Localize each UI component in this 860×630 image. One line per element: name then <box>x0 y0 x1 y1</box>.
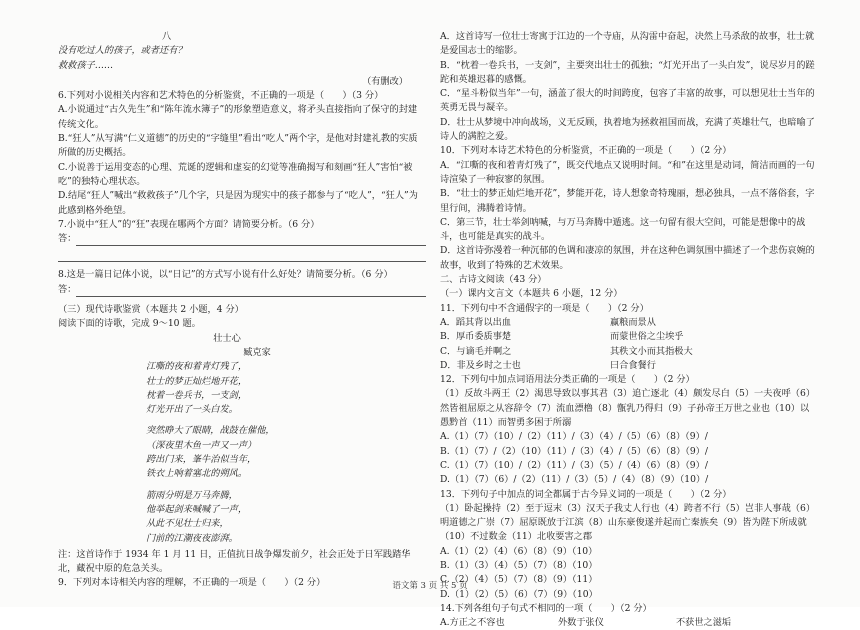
q11-d-left: D．非及乡时之士也 <box>440 359 521 371</box>
poem-stanza-2 <box>58 424 426 481</box>
q14-a-1: A.方正之不容也 <box>440 617 505 629</box>
right-column <box>440 30 816 630</box>
poem-line: 箭雨分明是万马奔腾， <box>146 489 238 501</box>
poem-title: 壮士心 <box>213 332 241 344</box>
q9-option-a: A．这首诗写一位壮士寄寓于江边的一个寺庙，从沟雷中奋起，决然上马杀敌的故事，壮士就是爱国志士的缩影。 <box>440 31 815 57</box>
q11-row-a <box>440 316 816 330</box>
q11-row-d <box>440 359 816 373</box>
story-line: 没有吃过人的孩子，或者还有？ <box>58 45 187 57</box>
poem-line: 壮士的梦正灿烂地开花， <box>146 375 248 387</box>
q13-stem: 13．下列句子中加点的词全都属于古今异义词的一项是（ ）（2 分） <box>440 488 732 500</box>
q8-answer-line-1[interactable] <box>76 283 426 297</box>
q12-option-c: C.（1）（7）（10）/（2）（11）/（3）（5）/（4）（6）（8）（9）/ <box>440 459 708 471</box>
q13-option-c: C.（2）（4）（5）（7）（8）（9）（11） <box>440 574 598 586</box>
q7-answer-line-1[interactable] <box>76 232 426 246</box>
q13-option-a: A.（1）（2）（4）（6）（8）（9）（10） <box>440 545 598 557</box>
q12-body: （1）反故斗两王（2）渴思导致以事其君（3）追亡逐北（4）颇发尽白（5）一夫夜呼（6）然皆祖屈原之从容辞令（7）流血漂橹（8）甑乳乃得归（9）子孙帝王万世之业也（10）以愚黔首（11）而智勇多困于所溺 <box>440 388 816 429</box>
q10-option-c: C．第三节，壮士举剑呐喊，与万马奔腾中遁逃。这一句留有很大空间，可能是想像中的战斗，也可能是真实的战斗。 <box>440 216 806 243</box>
q12-option-b: B.（1）（7）/（2）（10）（11）/（3）（4）/（5）（6）（8）（9）/ <box>440 445 708 457</box>
poem-tail-top: 八 <box>162 31 172 42</box>
section3-intro: 阅读下面的诗歌，完成 9～10 题。 <box>58 318 201 330</box>
q8-stem: 8.这是一篇日记体小说，以“日记”的方式写小说有什么好处？请简要分析。（6 分） <box>58 269 393 281</box>
section2-heading: 二、古诗文阅读（43 分） <box>440 274 547 286</box>
q9-stem: 9．下列对本诗相关内容的理解，不正确的一项是（ ）（2 分） <box>58 577 326 589</box>
poem-line: 门前的江潮夜夜澎湃。 <box>146 532 238 544</box>
q7-answer[interactable] <box>58 232 426 246</box>
q6-option-d: D.结尾“狂人”喊出“救救孩子”几个字，只是因为现实中的孩子都参与了“吃人”，“狂人”为此感到格外绝望。 <box>58 190 418 216</box>
q6-stem: 6.下列对小说相关内容和艺术特色的分析鉴赏，不正确的一项是（ ）（3 分） <box>58 90 384 102</box>
poem-line: 枕着一卷兵书，一支剑， <box>146 389 248 401</box>
q7-stem: 7.小说中“狂人”的“狂”表现在哪两个方面？请简要分析。（6 分） <box>58 218 320 230</box>
poem-line: 铁衣上响着塞北的朔风。 <box>146 468 248 480</box>
q14-a-2: 外数于张仪 <box>558 617 604 629</box>
poem-line: 他举起剑来喊喊了一声， <box>146 503 248 515</box>
poem-line: 跨出门来，峯牛治似当年， <box>146 454 257 466</box>
q9-option-d: D．壮士从梦境中冲向战场，义无反顾，执着地为拯救祖国而战，充满了英雄壮气，也暗喻了诗人的满腔之爱。 <box>440 116 815 143</box>
q10-stem: 10．下列对本诗艺术特色的分析鉴赏，不正确的一项是（ ）（2 分） <box>440 145 732 157</box>
q11-b-left: B．厚币委质事楚 <box>440 331 512 343</box>
attribution: （有删改） <box>362 75 408 87</box>
section3-heading: （三）现代诗歌鉴赏（本题共 2 小题，4 分） <box>58 304 244 316</box>
q13-option-d: D.（1）（2）（5）（6）（7）（9）（10） <box>440 588 598 600</box>
q13-option-b: B.（1）（3）（4）（5）（7）（8）（10） <box>440 559 598 571</box>
q11-b-right: 而蒙世俗之尘埃乎 <box>610 331 684 343</box>
poem-author: 臧克家 <box>243 346 271 358</box>
poem-stanza-1 <box>58 360 426 417</box>
q6-option-b: B.“狂人”从写满“仁义道德”的历史的“字缝里”看出“吃人”两个字，是他对封建礼教的实质所做的历史概括。 <box>58 133 418 159</box>
q11-stem: 11．下列句中不含通假字的一项是（ ）（2 分） <box>440 302 649 314</box>
poem-stanza-3 <box>58 489 426 546</box>
q13-body: （1）卧起操持（2）至于逗末（3）汉天子我丈人行也（4）跨者不行（5）岂非人事哉（6）明道德之广崇（7）屈原既放于江滨（8）山东豪俊遂并起而亡秦族矣（9）皆为陛下所成就（10）不过数金（11）北收要害之郡 <box>440 502 816 543</box>
q11-a-left: A．蹈其背以出血 <box>440 316 511 328</box>
left-column <box>58 30 426 591</box>
q9-option-b: B．“枕着一卷兵书，一支剑”，主要突出壮士的孤独；“灯光开出了一头白发”，说尽岁月的蹉跎和英雄迟暮的感慨。 <box>440 59 815 85</box>
story-line: 救救孩子…… <box>58 59 114 71</box>
poem-line: 从此不见壮士归来， <box>146 518 229 530</box>
q11-c-left: C．与谪毛并啊之 <box>440 345 512 357</box>
q11-c-right: 其秩文小而其指极大 <box>610 345 693 357</box>
q11-a-right: 赢粮而景从 <box>610 316 656 328</box>
q6-option-c: C.小说善于运用变态的心理、荒诞的逻辑和虚妄的幻觉等准确揭写和刻画“狂人”害怕“被吃”的独特心理状态。 <box>58 161 413 187</box>
q8-answer[interactable] <box>58 283 426 297</box>
q14-stem: 14.下列各组句子句式不相同的一项（ ）（2 分） <box>440 602 652 614</box>
q11-row-c <box>440 345 816 359</box>
q14-a-3: 不获世之滋垢 <box>676 617 732 629</box>
q14-row-a <box>440 616 816 630</box>
poem-note: 注：这首诗作于 1934 年 1 月 11 日，正值抗日战争爆发前夕，社会正处于日军践踏华北，藏祝中原的危急关头。 <box>58 548 411 575</box>
q11-row-b <box>440 330 816 344</box>
poem-line: 突然睁大了眼睛，战鼓在催他， <box>146 425 275 437</box>
poem-line: 江嘶的夜和着青灯残了， <box>146 361 248 373</box>
subsection1-heading: （一）课内文言文（本题共 6 小题，12 分） <box>440 288 623 300</box>
page-footer: 语文第 3 页 共 5 页 <box>392 581 468 591</box>
q12-option-a: A.（1）（7）（10）/（2）（11）/（3）（4）/（5）（6）（8）（9）/ <box>440 431 708 443</box>
q7-answer-label: 答： <box>58 233 77 245</box>
q10-option-d: D．这首诗弥漫着一种沉郁的色调和凄凉的氛围，并在这种色调氛围中描述了一个悲伤哀婉的故事，收到了特殊的艺术效果。 <box>440 245 815 271</box>
q8-answer-label: 答： <box>58 283 77 295</box>
q12-stem: 12．下列句中加点词语用法分类正确的一项是（ ）（2 分） <box>440 374 695 386</box>
q10-option-b: B．“壮士的梦正灿烂地开花”，梦能开花，诗人想象奇特瑰丽，想必独具，一点不落俗套，字里行间，沸腾着诗情。 <box>440 188 815 214</box>
poem-line: （深夜里木鱼一声又一声） <box>146 439 257 451</box>
q12-option-d: D.（1）（7）（6）/（2）（11）/（3）（5）/（4）（8）（9）（10）/ <box>440 474 709 486</box>
q11-d-right: 曰合食餐行 <box>610 359 656 371</box>
q6-option-a: A.小说通过“古久先生”和“陈年流水簿子”的形象塑造意义，将矛头直接指向了保守的封建传统文化。 <box>58 104 418 130</box>
q9-option-c: C．“星斗粉似当年”一句，涵盖了很大的时间跨度，包容了丰富的故事，可以想见壮士当年的英勇无畏与凝辛。 <box>440 88 815 114</box>
poem-line: 灯光开出了一头白发。 <box>146 404 238 416</box>
q7-answer-line-2[interactable] <box>58 248 426 262</box>
q10-option-a: A．“江嘶的夜和着青灯残了”，既交代地点又说明时间。“和”在这里是动词，简洁而画的一句诗渲染了一种寂寥的氛围。 <box>440 159 815 185</box>
